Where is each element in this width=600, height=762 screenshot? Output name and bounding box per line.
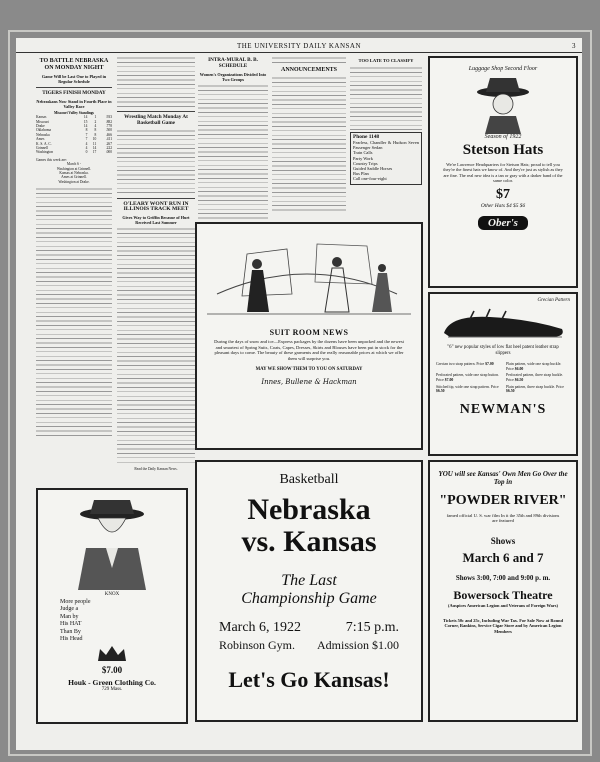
intramural-column [117, 56, 195, 484]
auspices-line: (Auspices American Legion and Veterans of Foreign Wars) [448, 603, 558, 608]
vs-kansas: vs. Kansas [241, 525, 377, 558]
knox-slogan-line: Man by [60, 613, 79, 620]
bowersock-theatre: Bowersock Theatre [453, 588, 553, 602]
oleary-headline: O'LEARY WONT RUN IN ILLINOIS TRACK MEET [123, 200, 189, 213]
basketball-kicker: Basketball [279, 472, 339, 487]
game-admission: Admission $1.00 [316, 638, 399, 652]
standing-value: .882 [105, 119, 112, 124]
masthead-title: THE UNIVERSITY DAILY KANSAN [236, 42, 362, 50]
obers-logo: Ober's [478, 216, 528, 230]
page-number: 3 [572, 42, 576, 50]
new-styles-text: "6" new popular styles of low flat heel patent leather strap slippers [447, 345, 559, 356]
column-text-block [36, 187, 112, 437]
standing-value: .500 [105, 128, 112, 133]
standing-value: 4 [85, 146, 88, 151]
game-entry: Washington at Grinnell. [56, 166, 92, 171]
standing-value: .778 [105, 124, 112, 129]
phone-ad-line: Call one-four-eight [353, 176, 387, 182]
ticket-info: Tickets 50c and 25c, Including War Tax. For Sale Now at Round Corner, Rankins, Service Cigar Store and by American Legion Members [442, 618, 564, 634]
hat-man-portrait [38, 498, 186, 590]
team-name: Oklahoma [36, 128, 51, 133]
standing-value: 7 [85, 132, 88, 137]
standing-value: 14 [83, 115, 88, 120]
too-late-heading: TOO LATE TO CLASSIFY [358, 58, 414, 63]
slipper-desc: Grecian two strap pattern. Price [436, 362, 486, 367]
team-name: Drake [36, 124, 45, 129]
team-name: Kansas [36, 115, 47, 120]
last-game-line2: Championship Game [241, 590, 377, 607]
slipper-price: $6.50 [436, 389, 445, 394]
show-dates: March 6 and 7 [462, 550, 544, 565]
announcements-heading: ANNOUNCEMENTS [280, 67, 337, 73]
standing-value: 10 [92, 137, 97, 142]
suit-room-cta: MAY WE SHOW THEM TO YOU ON SATURDAY [255, 367, 363, 373]
hat-man-illustration [430, 74, 576, 134]
slipper-desc: Stitched tip, wide one strap pattern. Price [436, 384, 499, 389]
standing-value: .267 [105, 141, 112, 146]
standing-value: 11 [92, 141, 97, 146]
slipper-desc: Perforated pattern, wide one strap button. Price [436, 373, 499, 382]
standing-value: 14 [92, 146, 97, 151]
slipper-item [436, 385, 500, 394]
stetson-ad [428, 56, 578, 288]
game-entry: March 6 - [66, 162, 82, 167]
nebraska-headline: TO BATTLE NEBRASKA ON MONDAY NIGHT [39, 58, 109, 71]
game-entry: Washington at Drake. [58, 179, 90, 184]
standing-value: .466 [105, 132, 112, 137]
store-signature: Innes, Bullene & Hackman [261, 378, 357, 387]
knox-price: $7.00 [101, 665, 123, 676]
powder-river-intro: YOU will see Kansas' Own Men Go Over the Top in [438, 470, 568, 487]
standings-table [36, 115, 112, 155]
game-venue-row [197, 636, 421, 653]
standing-value: .222 [105, 146, 112, 151]
standing-value: .411 [105, 137, 112, 142]
game-venue: Robinson Gym. [219, 638, 296, 652]
lets-go-kansas: Let's Go Kansas! [228, 667, 390, 692]
standing-value: 8 [94, 132, 97, 137]
slipper-price: $7.00 [444, 377, 454, 382]
stetson-brand: Stetson Hats [462, 142, 544, 158]
phone-ad-lines [353, 140, 419, 182]
standing-value: 2 [94, 119, 97, 124]
team-name: Ames [36, 137, 45, 142]
powder-river-title: "POWDER RIVER" [439, 492, 567, 508]
games-label: Games this week are: [36, 157, 67, 162]
powder-river-ad [428, 460, 578, 722]
knox-label: KNOX [104, 592, 120, 597]
classified-column [350, 56, 422, 222]
slipper-desc: Perforated pattern, three strap buckle. Price [506, 373, 564, 382]
article-text-block [117, 129, 195, 195]
phone-ad-line: Train Calls [353, 150, 373, 156]
slipper-price: $6.50 [506, 389, 515, 394]
team-name: Washington [36, 150, 54, 155]
knox-slogan-line: His HAT [60, 621, 82, 628]
slipper-item [436, 362, 500, 371]
standing-value: 15 [83, 119, 88, 124]
suit-room-title: SUIT ROOM NEWS [269, 328, 349, 337]
powder-river-sub: famed official U. S. war film In it the 35th and 89th divisions are featured [446, 512, 560, 524]
games-list [36, 162, 112, 184]
team-name: K. S. A. C. [36, 141, 52, 146]
phone-ad-number: Phone 1148 [353, 133, 380, 140]
game-datetime-row [197, 608, 421, 636]
knox-slogan-line: His Head [60, 636, 83, 643]
phone-ad-line: Guided Saddle Horses [353, 166, 393, 172]
article-text-block [117, 56, 195, 108]
stetson-season: Season of 1922 [484, 134, 522, 140]
phone-ad-line: Bus Plan [353, 171, 369, 177]
team-nebraska: Nebraska [247, 493, 371, 526]
stetson-tagline: Luggage Shop Second Floor [468, 66, 538, 72]
game-entry: Ames at Grinnell. [61, 175, 87, 180]
grecian-pattern-label: Grecian Pattern [537, 298, 570, 303]
sports-column [36, 56, 112, 484]
phone-ad-line: Country Trips [353, 160, 378, 166]
slipper-item [506, 373, 570, 382]
masthead [16, 40, 582, 53]
intramural-headline: INTRA-MURAL B. B. SCHEDULE [208, 57, 258, 69]
game-entry: Kansas at Nebraska. [59, 171, 89, 176]
stetson-body: We're Lawrence Headquarters for Stetson Hats; proud to tell you they're the finest hats we know of. And they're just as stylish as they are fine. The real new idea is a tan or gray with a darker band of the same color. [443, 162, 563, 184]
phone-ad-line: Party Work [353, 155, 373, 161]
tigers-subheadline: Nebraskans Now Stand in Fourth Place in Valley Race [36, 98, 112, 109]
nebraska-subheadline: Game Will be Last One to Played in Regular Schedule [41, 74, 107, 84]
houk-green-address: 729 Mass. [101, 687, 123, 693]
slipper-desc: Plain pattern, three strap buckle. Price [506, 384, 564, 389]
newmans-ad [428, 292, 578, 456]
standing-value: 1 [94, 115, 97, 120]
newmans-store-name: NEWMAN'S [459, 401, 547, 417]
phone-ad-line: Fearless, Chandler & Hudson Seven Passenger Sedan [353, 140, 419, 151]
fashion-illustration [197, 224, 421, 320]
slipper-item [506, 362, 570, 371]
slipper-shoe-illustration [430, 303, 576, 343]
shows-label: Shows [490, 536, 516, 546]
wrestling-headline: Wrestling Match Monday At Basketball Game [124, 114, 188, 126]
knox-slogan-line: Than By [60, 628, 81, 635]
suit-room-ad [195, 222, 423, 450]
read-kansan-line: Read the Daily Kansan News. [134, 467, 178, 472]
slipper-price-list [430, 358, 576, 398]
knox-slogan-line: More people [60, 599, 91, 605]
tigers-headline: TIGERS FINISH MONDAY [42, 90, 106, 96]
standing-value: 4 [85, 141, 88, 146]
article-text-block [117, 227, 195, 465]
phone-ad [350, 132, 422, 185]
game-time: 7:15 p.m. [345, 620, 399, 635]
standing-value: 8 [94, 128, 97, 133]
oleary-subheadline: Gives Way to Griffin Because of Hurt Received Last Summer [122, 215, 190, 226]
slipper-price: $6.50 [514, 377, 524, 382]
game-date: March 6, 1922 [219, 620, 302, 635]
slipper-price: $6.00 [514, 366, 524, 371]
team-name: Missouri [36, 119, 49, 124]
suit-room-body: During the days of snow and ice—Express packages by the dozens have been unpacked and the newest and smartest of Spring Suits, Coats, Capes, Dresses, Skirts and Blouses have been put in stock for the pleasant days to come. The beauty of these garments and the really reasonable prices at which we offer them will surprise you. [214, 339, 404, 361]
last-game-line1: The Last [281, 572, 337, 589]
stetson-other-hats: Other Hats $4 $5 $6 [480, 202, 526, 209]
standing-value: 4 [94, 124, 97, 129]
standing-value: 17 [92, 150, 97, 155]
standing-value: 0 [85, 150, 88, 155]
announcements-column [272, 56, 346, 222]
slipper-item [506, 385, 570, 394]
intramural-article [198, 56, 268, 222]
team-name: Nebraska [36, 132, 50, 137]
stetson-price: $7 [496, 186, 510, 202]
slipper-desc: Plain pattern, wide one strap buckle. Price [506, 362, 562, 371]
standing-value: 8 [85, 128, 88, 133]
standing-value: 14 [83, 124, 88, 129]
houk-green-store: Houk - Green Clothing Co. [68, 678, 156, 688]
intramural-subheadline: Women's Organizations Divided Into Two Groups [199, 71, 267, 82]
knox-hat-ad [36, 488, 188, 724]
slipper-price: $7.00 [485, 362, 494, 367]
show-times: Shows 3:00, 7:00 and 9:00 p. m. [455, 574, 551, 582]
slipper-item [436, 373, 500, 382]
standing-value: .000 [105, 150, 112, 155]
standings-row [36, 150, 112, 154]
standing-value: .933 [105, 115, 112, 120]
crown-emblem-icon [38, 643, 186, 665]
standings-title: Missouri Valley Standings [54, 110, 94, 115]
knox-slogan-line: Judge a [60, 606, 79, 613]
basketball-game-ad [195, 460, 423, 722]
standing-value: 7 [85, 137, 88, 142]
knox-slogan [38, 599, 186, 643]
team-name: Grinnell [36, 146, 48, 151]
